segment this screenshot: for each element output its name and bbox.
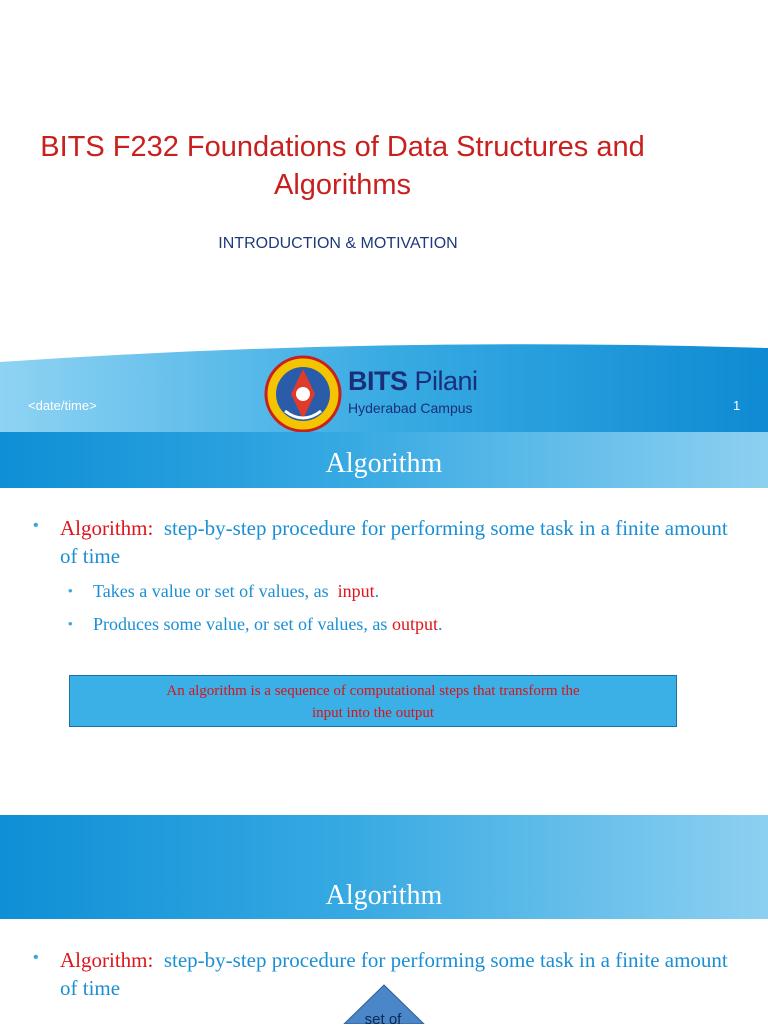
sub-bullet-2-text: Produces some value, or set of values, as xyxy=(93,614,388,634)
slide2-bullet-text: step-by-step procedure for performing some task in a finite amount of time xyxy=(60,516,728,568)
slide-title-line2: Algorithms xyxy=(274,169,411,201)
slide3-header-title: Algorithm xyxy=(325,880,443,911)
sub-bullet-1-end: . xyxy=(374,581,380,601)
brand-campus: Hyderabad Campus xyxy=(348,400,473,416)
page-number: 1 xyxy=(733,398,741,413)
slide2-sub-bullet-2 xyxy=(93,612,753,636)
sub-bullet-2-highlight: output xyxy=(391,614,438,634)
slide2-main-bullet xyxy=(60,514,740,570)
slide-title-line1: BITS F232 Foundations of Data Structures and xyxy=(40,131,645,163)
slide2-sub-bullet-dot-icon: • xyxy=(68,616,73,631)
slide3-bullet-text: step-by-step procedure for performing some task in a finite amount of time xyxy=(60,948,728,1000)
brand-rest: Pilani xyxy=(407,366,478,396)
sub-bullet-1-text: Takes a value or set of values, as xyxy=(93,581,329,601)
definition-line1: An algorithm is a sequence of computational steps that transform the xyxy=(166,683,580,699)
slide-subtitle: INTRODUCTION & MOTIVATION xyxy=(218,235,458,252)
slide2-bullet-dot-icon: • xyxy=(33,517,39,534)
brand-logo-text xyxy=(348,366,478,397)
slide3-bullet-term: Algorithm: xyxy=(60,948,154,972)
bits-emblem-icon xyxy=(263,355,343,433)
slide2-sub-bullet-dot-icon: • xyxy=(68,583,73,598)
definition-line2: input into the output xyxy=(311,705,435,721)
brand-bold: BITS xyxy=(348,366,408,396)
footer-date: <date/time> xyxy=(28,398,97,413)
sub-bullet-2-end: . xyxy=(437,614,443,634)
sub-bullet-1-highlight: input xyxy=(337,581,375,601)
slide2-sub-bullet-1 xyxy=(93,579,753,603)
slide3-bullet-dot-icon: • xyxy=(33,949,39,966)
slide-title xyxy=(0,128,685,204)
definition-box xyxy=(69,675,677,727)
diagram-label: set of xyxy=(364,1011,402,1028)
slide2-header-title: Algorithm xyxy=(325,448,443,479)
slide2-bullet-term: Algorithm: xyxy=(60,516,154,540)
